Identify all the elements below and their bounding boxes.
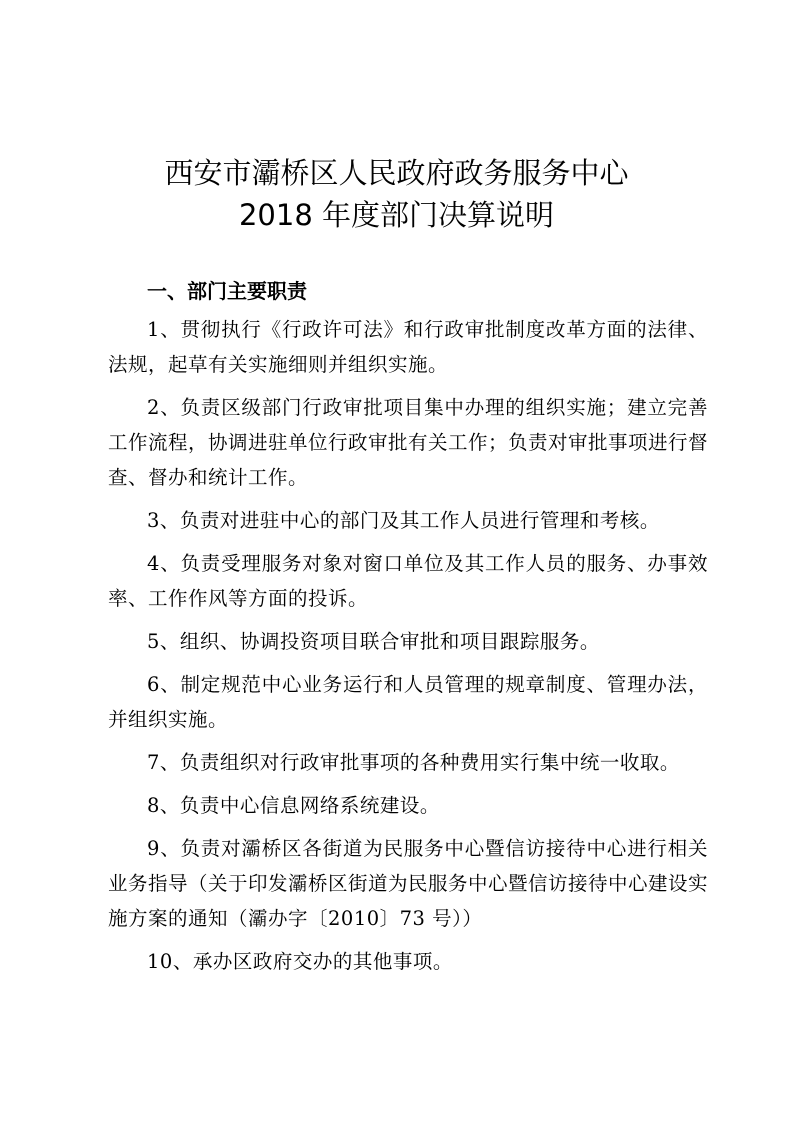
- duty-item: 5、组织、协调投资项目联合审批和项目跟踪服务。: [147, 630, 600, 653]
- duty-item: 9、负责对灞桥区各街道为民服务中心暨信访接待中心进行相关业务指导（关于印发灞桥区街道为民服务中心暨信访接待中心建设实施方案的通知（灞办字〔2010〕73 号））: [108, 837, 709, 930]
- duty-item: 6、制定规范中心业务运行和人员管理的规章制度、管理办法，并组织实施。: [108, 673, 708, 731]
- duty-item: 1、贯彻执行《行政许可法》和行政审批制度改革方面的法律、法规，起草有关实施细则并组织实施。: [108, 318, 708, 376]
- duties-list: [108, 312, 708, 987]
- page-subtitle: 2018 年度部门决算说明: [238, 198, 555, 232]
- section-heading-duties: 一、部门主要职责: [147, 279, 307, 303]
- duty-item: 4、负责受理服务对象对窗口单位及其工作人员的服务、办事效率、工作作风等方面的投诉。: [108, 552, 708, 610]
- page-title: 西安市灞桥区人民政府政务服务中心: [164, 156, 629, 190]
- duty-item: 2、负责区级部门行政审批项目集中办理的组织实施；建立完善工作流程，协调进驻单位行政审批有关工作；负责对审批事项进行督查、督办和统计工作。: [108, 396, 709, 489]
- duty-item: 7、负责组织对行政审批事项的各种费用实行集中统一收取。: [147, 751, 680, 774]
- duty-item: 8、负责中心信息网络系统建设。: [147, 794, 440, 817]
- duty-item: 10、承办区政府交办的其他事项。: [147, 950, 453, 973]
- duty-item: 3、负责对进驻中心的部门及其工作人员进行管理和考核。: [147, 509, 660, 532]
